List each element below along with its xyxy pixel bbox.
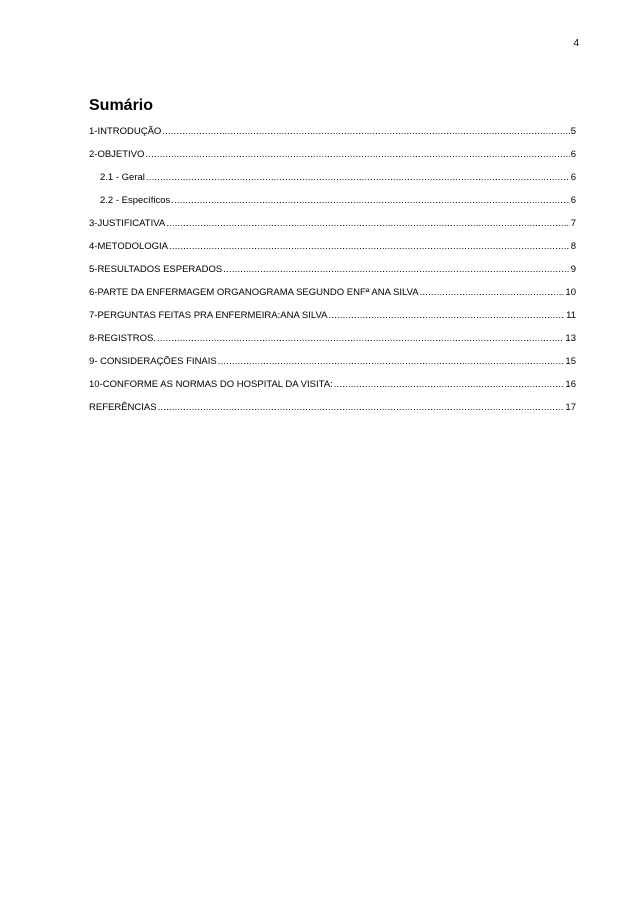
toc-entry-label: 1-INTRODUÇÃO <box>89 126 162 137</box>
toc-dot-leader <box>171 189 569 212</box>
toc-entry-metodologia[interactable] <box>89 235 576 258</box>
table-of-contents <box>89 120 576 419</box>
toc-entry-registros[interactable] <box>89 327 576 350</box>
toc-entry-page: 11 <box>566 310 576 321</box>
toc-entry-perguntas[interactable] <box>89 304 576 327</box>
toc-dot-leader <box>145 143 569 166</box>
toc-entry-label: 2-OBJETIVO <box>89 149 145 160</box>
toc-dot-leader <box>328 304 565 327</box>
toc-entry-page: 9 <box>570 264 576 275</box>
toc-entry-label: 7-PERGUNTAS FEITAS PRA ENFERMEIRA:ANA SILVA <box>89 310 328 321</box>
toc-entry-page: 15 <box>565 356 576 367</box>
toc-entry-page: 6 <box>570 149 576 160</box>
toc-dot-leader <box>146 166 570 189</box>
toc-dot-leader <box>157 327 564 350</box>
toc-entry-label: 2.1 - Geral <box>100 172 145 183</box>
toc-entry-label: 8-REGISTROS. <box>89 333 157 344</box>
toc-entry-label: 9- CONSIDERAÇÕES FINAIS <box>89 356 217 367</box>
toc-entry-consideracoes-finais[interactable] <box>89 350 576 373</box>
toc-entry-page: 17 <box>565 402 576 413</box>
toc-dot-leader <box>162 120 569 143</box>
toc-entry-label: 10-CONFORME AS NORMAS DO HOSPITAL DA VISITA: <box>89 379 333 390</box>
toc-entry-label: 4-METODOLOGIA <box>89 241 169 252</box>
toc-entry-referencias[interactable] <box>89 396 576 419</box>
toc-dot-leader <box>334 373 565 396</box>
toc-entry-page: 8 <box>570 241 576 252</box>
toc-entry-label: 5-RESULTADOS ESPERADOS <box>89 264 223 275</box>
page-number: 4 <box>573 38 579 49</box>
toc-entry-geral[interactable] <box>89 166 576 189</box>
toc-entry-page: 5 <box>570 126 576 137</box>
toc-dot-leader <box>420 281 565 304</box>
toc-entry-page: 7 <box>570 218 576 229</box>
toc-entry-page: 10 <box>565 287 576 298</box>
toc-entry-page: 6 <box>570 195 576 206</box>
toc-entry-introducao[interactable] <box>89 120 576 143</box>
toc-entry-page: 6 <box>570 172 576 183</box>
toc-dot-leader <box>169 235 570 258</box>
toc-entry-page: 16 <box>565 379 576 390</box>
toc-entry-objetivo[interactable] <box>89 143 576 166</box>
toc-dot-leader <box>158 396 565 419</box>
toc-title: Sumário <box>89 97 154 114</box>
toc-entry-especificos[interactable] <box>89 189 576 212</box>
toc-dot-leader <box>223 258 569 281</box>
toc-entry-label: REFERÊNCIAS <box>89 402 157 413</box>
toc-entry-label: 6-PARTE DA ENFERMAGEM ORGANOGRAMA SEGUNDO ENFª ANA SILVA <box>89 287 419 298</box>
toc-entry-page: 13 <box>565 333 576 344</box>
toc-entry-justificativa[interactable] <box>89 212 576 235</box>
toc-entry-label: 2.2 - Específicos <box>100 195 171 206</box>
toc-dot-leader <box>166 212 570 235</box>
toc-entry-normas-hospital[interactable] <box>89 373 576 396</box>
toc-entry-label: 3-JUSTIFICATIVA <box>89 218 166 229</box>
toc-entry-organograma[interactable] <box>89 281 576 304</box>
toc-entry-resultados-esperados[interactable] <box>89 258 576 281</box>
toc-dot-leader <box>218 350 565 373</box>
